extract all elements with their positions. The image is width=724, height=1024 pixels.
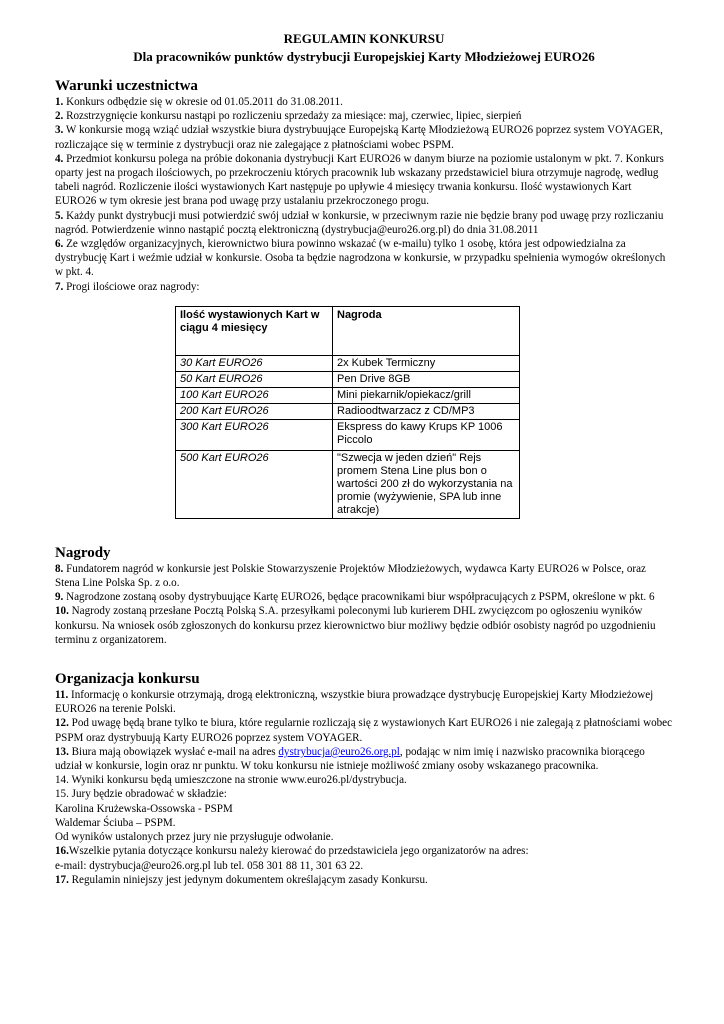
quantity-cell: 50 Kart EURO26: [176, 371, 333, 387]
section-heading-conditions: Warunki uczestnictwa: [55, 78, 198, 94]
quantity-cell: 500 Kart EURO26: [176, 450, 333, 518]
conditions-list: [55, 95, 673, 294]
rule-5: 5. Każdy punkt dystrybucji musi potwierdzić swój udział w konkursie, w przeciwnym razie nie będzie brany pod uwagę przy rozliczaniu nagród. Potwierdzenie winno nastąpić pocztą elektroniczną (dystrybucja@euro26.org.pl) do dnia 31.08.2011: [55, 209, 664, 236]
rule-14: 14. Wyniki konkursu będą umieszczone na stronie www.euro26.pl/dystrybucja.: [55, 774, 407, 787]
header-quantity: Ilość wystawionych Kart w ciągu 4 miesięcy: [176, 306, 333, 355]
prize-table: [175, 306, 520, 519]
rule-6: 6. Ze względów organizacyjnych, kierownictwo biura powinno wskazać (w e-mailu) tylko 1 osobę, która jest odpowiedzialna za dystrybucję Kart i weźmie udział w konkursie. Osoba ta będzie nagrodzona w konkursie, w przypadku spełnienia wymogów określonych w pkt. 4.: [55, 238, 666, 279]
rule-9: 9. Nagrodzone zostaną osoby dystrybuujące Kartę EURO26, będące pracownikami biur współpracujących z PSPM, określone w pkt. 6: [55, 591, 655, 604]
quantity-cell: 100 Kart EURO26: [176, 387, 333, 403]
contact-line: e-mail: dystrybucja@euro26.org.pl lub tel. 058 301 88 11, 301 63 22.: [55, 859, 364, 872]
table-row: [176, 355, 520, 371]
prize-cell: Radioodtwarzacz z CD/MP3: [333, 403, 520, 419]
quantity-cell: 200 Kart EURO26: [176, 403, 333, 419]
rule-8: 8. Fundatorem nagród w konkursie jest Polskie Stowarzyszenie Projektów Młodzieżowych, wydawca Karty EURO26 w Polsce, oraz Stena Line Polska Sp. z o.o.: [55, 562, 646, 590]
table-row: [176, 450, 520, 518]
rule-17: 17. Regulamin niniejszy jest jedynym dokumentem określającym zasady Konkursu.: [55, 873, 428, 886]
prize-table-header: [176, 306, 520, 355]
table-row: [176, 419, 520, 450]
rule-12: 12. Pod uwagę będą brane tylko te biura, które regularnie rozliczają się z wystawionych Kart EURO26 i nie zalegają z płatnościami wobec PSPM oraz dystrybuują Karty EURO26 poprzez system VOYAGER.: [55, 717, 673, 744]
email-link[interactable]: dystrybucja@euro26.org.pl: [278, 745, 400, 758]
jury-member-1: Karolina Krużewska-Ossowska - PSPM: [55, 802, 233, 815]
rule-11: 11. Informację o konkursie otrzymają, drogą elektroniczną, wszystkie biura prowadzące dystrybucję Europejskiej Karty Młodzieżowej EURO26 na terenie Polski.: [55, 689, 654, 716]
prize-table-wrapper: [175, 306, 673, 519]
quantity-cell: 300 Kart EURO26: [176, 419, 333, 450]
table-row: [176, 387, 520, 403]
no-appeal-note: Od wyników ustalonych przez jury nie przysługuje odwołanie.: [55, 831, 334, 844]
section-heading-prizes: Nagrody: [55, 544, 111, 561]
rule-10: 10. Nagrody zostaną przesłane Pocztą Polską S.A. przesyłkami poleconymi lub kurierem DHL zwycięzcom po ogłoszeniu wyników konkursu. Na wniosek osób zgłoszonych do konkursu przez kierownictwo biur możliwy będzie odbiór osobisty nagród po uzgodnieniu terminu z organizatorem.: [55, 605, 656, 646]
rule-4: 4. Przedmiot konkursu polega na próbie dokonania dystrybucji Kart EURO26 w danym biurze na poziomie ustalonym w pkt. 7. Konkurs oparty jest na progach ilościowych, po przekroczeniu których pracownik lub wskazany przedstawiciel biura otrzymuje nagrodę, według tabeli nagród. Rozliczenie ilości wystawionych Kart następuje po upływie 4 miesięcy trwania konkursu. Ilość wystawionych Kart EURO26 w tym okresie jest brana pod uwagę przy ustalaniu przekroczonego progu.: [55, 152, 664, 208]
rule-15: 15. Jury będzie obradować w składzie:: [55, 788, 227, 801]
document-subtitle: Dla pracowników punktów dystrybucji Europejskiej Karty Młodzieżowej EURO26: [133, 49, 595, 64]
prize-cell: Pen Drive 8GB: [333, 371, 520, 387]
prize-cell: Ekspress do kawy Krups KP 1006 Piccolo: [333, 419, 520, 450]
prizes-list: [55, 562, 673, 647]
prize-cell: Mini piekarnik/opiekacz/grill: [333, 387, 520, 403]
quantity-cell: 30 Kart EURO26: [176, 355, 333, 371]
prize-cell: 2x Kubek Termiczny: [333, 355, 520, 371]
section-heading-organization: Organizacja konkursu: [55, 671, 200, 688]
header-prize: Nagroda: [333, 306, 520, 355]
prize-cell: "Szwecja w jeden dzień" Rejs promem Stena Line plus bon o wartości 200 zł do wykorzystania na promie (wyżywienie, SPA lub inne atrakcje): [333, 450, 520, 518]
jury-member-2: Waldemar Ściuba – PSPM.: [55, 816, 176, 829]
rule-3: 3. W konkursie mogą wziąć udział wszystkie biura dystrybuujące Europejską Kartę Młodzieżową EURO26 poprzez system VOYAGER, rozliczające się w terminie z dystrybucji oraz nie zalegające z płatnościami wobec PSPM.: [55, 124, 663, 151]
organization-list: [55, 688, 673, 887]
document-title: REGULAMIN KONKURSU: [283, 31, 445, 46]
table-row: [176, 371, 520, 387]
rule-7: 7. Progi ilościowe oraz nagrody:: [55, 280, 200, 293]
rule-2: 2. Rozstrzygnięcie konkursu nastąpi po rozliczeniu sprzedaży za miesiące: maj, czerwiec, lipiec, sierpień: [55, 110, 522, 123]
rule-13: 13. Biura mają obowiązek wysłać e-mail na adres dystrybucja@euro26.org.pl, podając w nim imię i nazwisko pracownika biorącego udział w konkursie, login oraz nr punktu. W toku konkursu nie istnieje możliwość zmiany osoby wskazanego pracownika.: [55, 745, 645, 773]
document-page: [55, 30, 673, 887]
rule-1: 1. Konkurs odbędzie się w okresie od 01.05.2011 do 31.08.2011.: [55, 96, 343, 108]
table-row: [176, 403, 520, 419]
rule-16: 16.Wszelkie pytania dotyczące konkursu należy kierować do przedstawiciela jego organizatorów na adres:: [55, 845, 529, 858]
